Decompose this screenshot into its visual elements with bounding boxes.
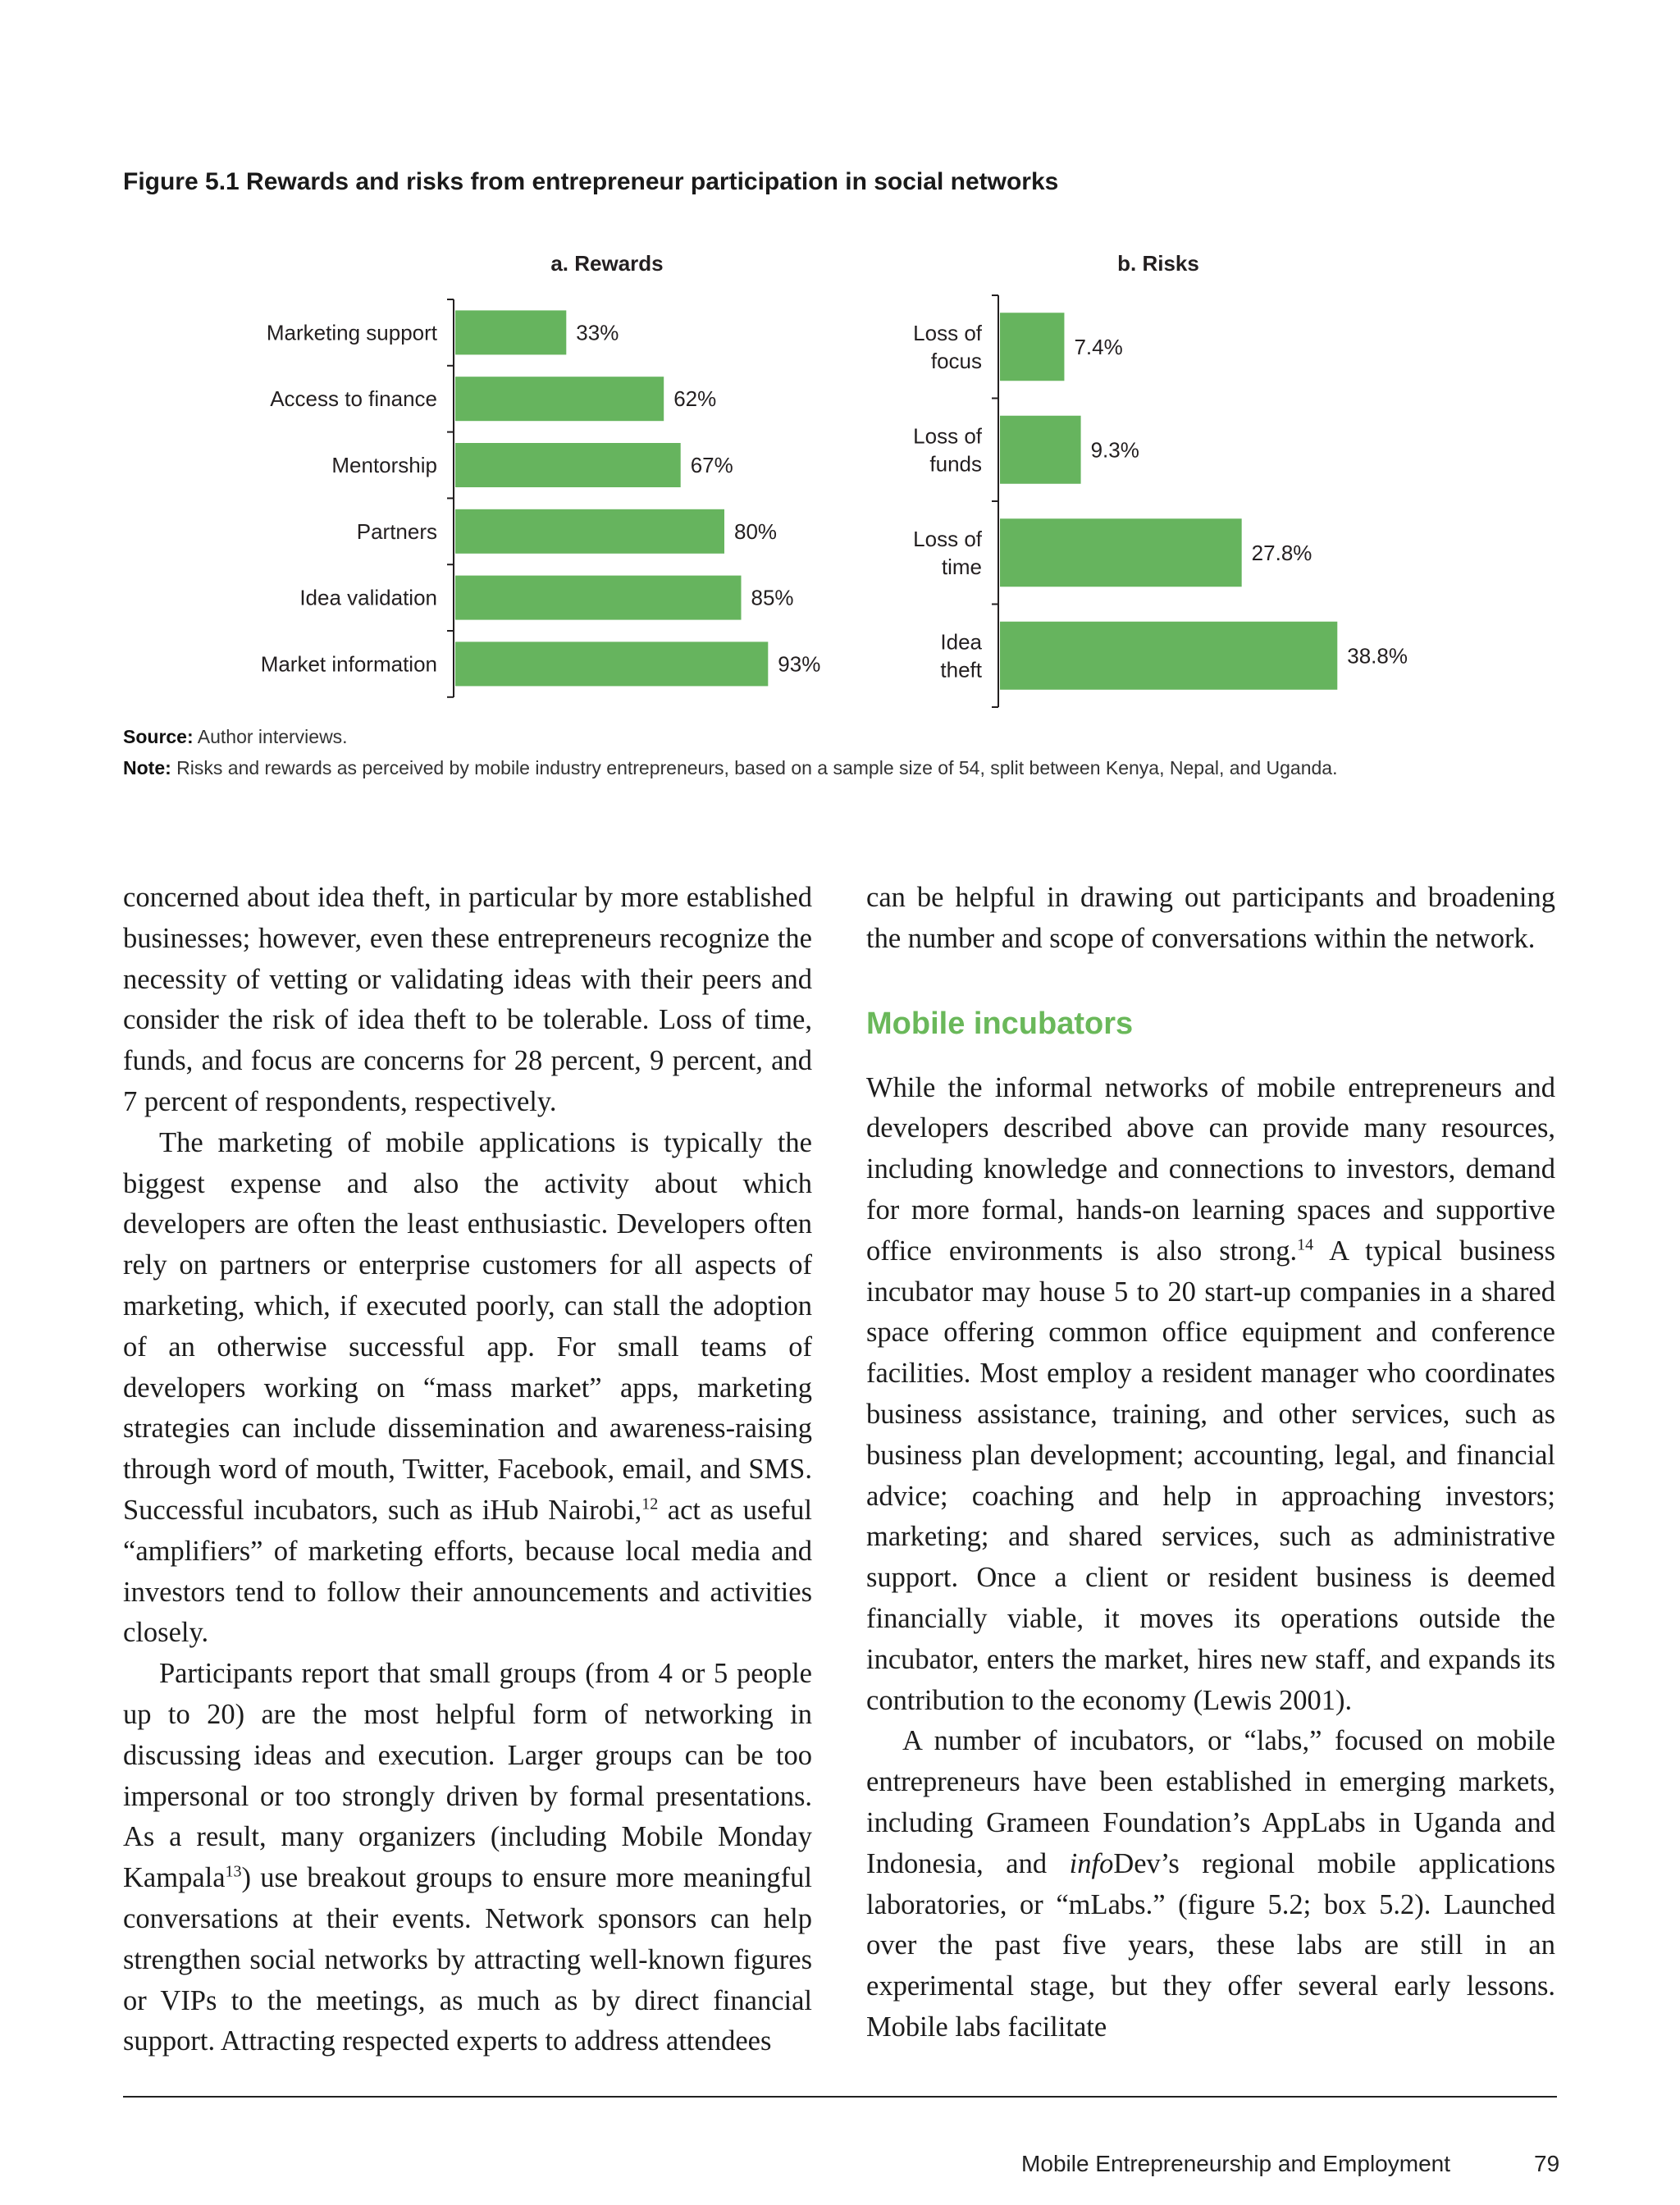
footnote-ref: 13 bbox=[225, 1862, 242, 1881]
body-column-left bbox=[123, 878, 812, 2062]
body-column-right bbox=[866, 878, 1555, 2048]
text-run: The marketing of mobile applications is typically the biggest expense and also the activity about which developers are often the least enthusiastic. Developers often rely on partners or enterprise customers for all aspects of marketing, which, if executed poorly, can stall the adoption of an otherwise successful app. For small teams of developers working on “mass market” apps, marketing strategies can include dissemination and awareness-raising through word of mouth, Twitter, Facebook, email, and SMS. Successful incubators, such as iHub Nairobi, bbox=[123, 1126, 812, 1526]
figure-note bbox=[123, 757, 1337, 779]
footer-divider bbox=[123, 2096, 1557, 2098]
category-label: Loss of bbox=[913, 320, 982, 345]
category-label: time bbox=[941, 554, 982, 579]
text-run: concerned about idea theft, in particular by more established businesses; however, even these entrepreneurs recognize the necessity of vetting or validating ideas with their peers and consider the risk of idea theft to be tolerable. Loss of time, funds, and focus are concerns for 28 percent, 9 percent, and 7 percent of respondents, respectively. bbox=[123, 882, 812, 1117]
paragraph bbox=[866, 1721, 1555, 2048]
category-label: Access to finance bbox=[270, 386, 437, 412]
paragraph bbox=[866, 878, 1555, 960]
chart-bar bbox=[1000, 416, 1081, 484]
source-label: Source: bbox=[123, 726, 194, 747]
chart-bar bbox=[455, 641, 768, 686]
italic-text: info bbox=[1069, 1847, 1114, 1879]
text-run: A number of incubators, or “labs,” focused on mobile entrepreneurs have been established in emerging markets, including Grameen Foundation’s AppLabs in Uganda and Indonesia, and bbox=[866, 1725, 1555, 1879]
paragraph bbox=[866, 1068, 1555, 1722]
data-label: 62% bbox=[673, 386, 717, 412]
category-label: funds bbox=[929, 451, 982, 477]
note-text: Risks and rewards as perceived by mobile industry entrepreneurs, based on a sample size of 54, split between Kenya, Nepal, and Uganda. bbox=[176, 757, 1338, 778]
text-run: Dev’s regional mobile applications laboratories, or “mLabs.” (figure 5.2; box 5.2). Launched over the past five years, these labs are still in an experimental stage, but they offer several early lessons. Mobile labs facilitate bbox=[866, 1847, 1555, 2043]
footnote-ref: 12 bbox=[641, 1495, 659, 1513]
chart-bar bbox=[455, 509, 724, 554]
data-label: 85% bbox=[751, 585, 794, 610]
right-paragraphs-before bbox=[866, 878, 1555, 960]
category-label: focus bbox=[930, 348, 982, 373]
category-label: Idea validation bbox=[299, 585, 437, 610]
paragraph bbox=[123, 1654, 812, 2062]
text-run: ) use breakout groups to ensure more meaningful conversations at their events. Network sponsors can help strengthen social networks by attracting well-known figures or VIPs to the meetings, as much as by direct financial support. Attracting respected experts to address attendees bbox=[123, 1862, 812, 2057]
footer-running-title: Mobile Entrepreneurship and Employment bbox=[1021, 2151, 1450, 2176]
category-label: Mentorship bbox=[331, 453, 437, 477]
data-label: 67% bbox=[690, 453, 733, 477]
data-label: 38.8% bbox=[1347, 643, 1408, 669]
chart-bar bbox=[1000, 518, 1242, 587]
data-label: 7.4% bbox=[1074, 334, 1123, 359]
source-text: Author interviews. bbox=[197, 726, 348, 747]
category-label: Market information bbox=[260, 651, 437, 677]
data-label: 9.3% bbox=[1090, 437, 1139, 463]
chart-bar bbox=[455, 576, 742, 620]
paragraph bbox=[123, 1123, 812, 1654]
category-label: Loss of bbox=[913, 423, 982, 449]
data-label: 93% bbox=[778, 651, 821, 677]
data-label: 80% bbox=[734, 518, 778, 544]
page-number: 79 bbox=[1534, 2151, 1560, 2176]
category-label: Loss of bbox=[913, 526, 982, 551]
footnote-ref: 14 bbox=[1297, 1235, 1314, 1254]
text-run: While the informal networks of mobile entrepreneurs and developers described above can provide many resources, including knowledge and connections to investors, demand for more formal, hands-on learning spaces and supportive office environments is also strong. bbox=[866, 1071, 1555, 1267]
chart-bar bbox=[455, 443, 681, 487]
text-run: A typical business incubator may house 5 to 20 start-up companies in a shared space offering common office equipment and conference facilities. Most employ a resident manager who coordinates business assistance, training, and other services, such as business plan development; accounting, legal, and financial advice; coaching and help in approaching investors; marketing; and shared services, such as administrative support. Once a client or resident business is deemed financially viable, it moves its operations outside the incubator, enters the market, hires new staff, and expands its contribution to the economy (Lewis 2001). bbox=[866, 1235, 1555, 1716]
right-paragraphs-after bbox=[866, 1068, 1555, 2048]
chart-title: a. Rewards bbox=[550, 251, 664, 276]
data-label: 33% bbox=[576, 320, 619, 345]
figure-source bbox=[123, 726, 348, 748]
note-label: Note: bbox=[123, 757, 171, 778]
paragraph bbox=[123, 878, 812, 1123]
text-run: act as useful “amplifiers” of marketing efforts, because local media and investors tend to follow their announcements and activities closely. bbox=[123, 1494, 812, 1649]
category-label: Idea bbox=[940, 629, 982, 655]
category-label: Partners bbox=[356, 518, 437, 544]
figure-charts bbox=[0, 0, 1680, 738]
chart-bar bbox=[455, 310, 566, 354]
figure-title: Figure 5.1 Rewards and risks from entrepreneur participation in social networks bbox=[123, 168, 1059, 195]
text-run: can be helpful in drawing out participants and broadening the number and scope of conversations within the network. bbox=[866, 882, 1555, 954]
text-run: Participants report that small groups (from 4 or 5 people up to 20) are the most helpful form of networking in discussing ideas and execution. Larger groups can be too impersonal or too strongly driven by formal presentations. As a result, many organizers (including Mobile Monday Kampala bbox=[123, 1658, 812, 1894]
chart-bar bbox=[1000, 622, 1337, 690]
chart-bar bbox=[455, 377, 664, 421]
chart-bar bbox=[1000, 313, 1064, 381]
chart-title: b. Risks bbox=[1117, 251, 1199, 276]
category-label: theft bbox=[940, 657, 982, 682]
category-label: Marketing support bbox=[266, 320, 437, 345]
data-label: 27.8% bbox=[1251, 540, 1312, 565]
section-heading: Mobile incubators bbox=[866, 1006, 1134, 1041]
